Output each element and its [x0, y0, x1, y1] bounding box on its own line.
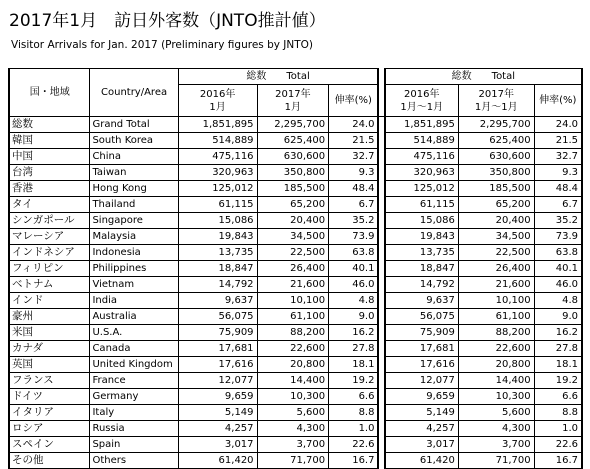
cell-country: Canada [90, 341, 178, 357]
cell-2016-month: 75,909 [178, 325, 257, 341]
cell-2016-month: 19,843 [178, 229, 257, 245]
cell-2017-month: 22,500 [257, 245, 329, 261]
cell-growth: 73.9 [329, 229, 379, 245]
cell-growth: 21.5 [329, 133, 379, 149]
cell-region-jp: 韓国 [9, 133, 90, 149]
header-total-cumulative: 総数 Total [385, 69, 582, 85]
cell-2017-cumulative: 14,400 [458, 373, 534, 389]
cell-2016-cumulative: 17,681 [385, 341, 459, 357]
cell-cumulative-growth: 6.6 [534, 389, 582, 405]
cell-growth: 27.8 [329, 341, 379, 357]
cell-2016-cumulative: 1,851,895 [385, 117, 459, 133]
cell-2017-month: 71,700 [257, 453, 329, 469]
cell-country: Australia [90, 309, 178, 325]
page-title: 2017年1月 訪日外客数（JNTO推計値） [9, 11, 326, 31]
header-2017-cumulative [458, 85, 534, 117]
cell-region-jp: シンガポール [9, 213, 90, 229]
header-region-jp: 国・地域 [9, 69, 90, 117]
cell-country: Vietnam [90, 277, 178, 293]
table-row [9, 197, 582, 213]
table-row [9, 341, 582, 357]
cell-country: Hong Kong [90, 181, 178, 197]
cell-2016-month: 17,616 [178, 357, 257, 373]
cell-growth: 40.1 [329, 261, 379, 277]
cell-country: Taiwan [90, 165, 178, 181]
cell-2016-month: 56,075 [178, 309, 257, 325]
table-row [9, 309, 582, 325]
cell-2016-month: 15,086 [178, 213, 257, 229]
table-row [9, 277, 582, 293]
cell-growth: 16.2 [329, 325, 379, 341]
cell-country: Others [90, 453, 178, 469]
cell-region-jp: インド [9, 293, 90, 309]
cell-2017-month: 625,400 [257, 133, 329, 149]
cell-2016-month: 9,637 [178, 293, 257, 309]
cell-2016-cumulative: 13,735 [385, 245, 459, 261]
cell-2016-cumulative: 75,909 [385, 325, 459, 341]
cell-2016-month: 514,889 [178, 133, 257, 149]
cell-2017-cumulative: 185,500 [458, 181, 534, 197]
cell-2016-cumulative: 14,792 [385, 277, 459, 293]
header-cumulative-growth: 伸率(%) [534, 85, 582, 117]
cell-2017-month: 630,600 [257, 149, 329, 165]
table-row [9, 133, 582, 149]
table-row [9, 389, 582, 405]
cell-growth: 63.8 [329, 245, 379, 261]
cell-2016-month: 4,257 [178, 421, 257, 437]
cell-growth: 32.7 [329, 149, 379, 165]
cell-2016-cumulative: 4,257 [385, 421, 459, 437]
cell-2017-cumulative: 34,500 [458, 229, 534, 245]
table-row [9, 165, 582, 181]
table-row [9, 405, 582, 421]
cell-2017-month: 22,600 [257, 341, 329, 357]
cell-country: South Korea [90, 133, 178, 149]
table-row [9, 149, 582, 165]
cell-2016-cumulative: 18,847 [385, 261, 459, 277]
cell-2016-cumulative: 15,086 [385, 213, 459, 229]
cell-2017-month: 14,400 [257, 373, 329, 389]
cell-2017-month: 20,400 [257, 213, 329, 229]
cell-2016-month: 14,792 [178, 277, 257, 293]
header-2017-month-year: 2017年 [275, 88, 311, 100]
header-2017-cumulative-year: 2017年 [478, 88, 514, 100]
cell-2016-cumulative: 5,149 [385, 405, 459, 421]
cell-region-jp: イタリア [9, 405, 90, 421]
cell-country: Italy [90, 405, 178, 421]
cell-region-jp: ロシア [9, 421, 90, 437]
cell-region-jp: マレーシア [9, 229, 90, 245]
cell-cumulative-growth: 27.8 [534, 341, 582, 357]
cell-country: Malaysia [90, 229, 178, 245]
cell-2016-cumulative: 56,075 [385, 309, 459, 325]
cell-2016-cumulative: 61,420 [385, 453, 459, 469]
cell-cumulative-growth: 32.7 [534, 149, 582, 165]
cell-2017-month: 26,400 [257, 261, 329, 277]
header-2017-cumulative-period: 1月～1月 [474, 101, 518, 113]
cell-2016-month: 13,735 [178, 245, 257, 261]
cell-region-jp: 中国 [9, 149, 90, 165]
cell-cumulative-growth: 46.0 [534, 277, 582, 293]
cell-2017-cumulative: 21,600 [458, 277, 534, 293]
header-2016-cumulative-year: 2016年 [404, 88, 440, 100]
cell-cumulative-growth: 24.0 [534, 117, 582, 133]
cell-region-jp: 英国 [9, 357, 90, 373]
cell-region-jp: インドネシア [9, 245, 90, 261]
cell-cumulative-growth: 22.6 [534, 437, 582, 453]
table-row [9, 261, 582, 277]
cell-2016-month: 61,420 [178, 453, 257, 469]
cell-region-jp: ドイツ [9, 389, 90, 405]
table-row [9, 293, 582, 309]
cell-cumulative-growth: 73.9 [534, 229, 582, 245]
cell-region-jp: 香港 [9, 181, 90, 197]
cell-2017-month: 10,100 [257, 293, 329, 309]
cell-cumulative-growth: 6.7 [534, 197, 582, 213]
table-row [9, 373, 582, 389]
cell-2017-month: 5,600 [257, 405, 329, 421]
cell-2017-month: 88,200 [257, 325, 329, 341]
cell-country: Russia [90, 421, 178, 437]
cell-country: Thailand [90, 197, 178, 213]
cell-2016-cumulative: 9,659 [385, 389, 459, 405]
cell-growth: 1.0 [329, 421, 379, 437]
cell-region-jp: ベトナム [9, 277, 90, 293]
cell-region-jp: カナダ [9, 341, 90, 357]
cell-growth: 22.6 [329, 437, 379, 453]
table-row [9, 421, 582, 437]
cell-2017-month: 65,200 [257, 197, 329, 213]
header-2016-month-period: 1月 [209, 101, 226, 113]
cell-2017-month: 21,600 [257, 277, 329, 293]
cell-country: Grand Total [90, 117, 178, 133]
cell-cumulative-growth: 40.1 [534, 261, 582, 277]
cell-2016-month: 320,963 [178, 165, 257, 181]
cell-growth: 4.8 [329, 293, 379, 309]
cell-cumulative-growth: 16.2 [534, 325, 582, 341]
cell-country: U.S.A. [90, 325, 178, 341]
cell-growth: 8.8 [329, 405, 379, 421]
cell-2017-cumulative: 5,600 [458, 405, 534, 421]
cell-cumulative-growth: 9.3 [534, 165, 582, 181]
table-row [9, 437, 582, 453]
cell-region-jp: 豪州 [9, 309, 90, 325]
cell-2016-month: 5,149 [178, 405, 257, 421]
cell-2017-month: 20,800 [257, 357, 329, 373]
header-2016-cumulative [385, 85, 459, 117]
table-row [9, 181, 582, 197]
cell-2016-cumulative: 19,843 [385, 229, 459, 245]
table-row [9, 213, 582, 229]
header-2017-month [257, 85, 329, 117]
cell-2017-cumulative: 22,600 [458, 341, 534, 357]
cell-cumulative-growth: 21.5 [534, 133, 582, 149]
cell-2017-cumulative: 4,300 [458, 421, 534, 437]
cell-2017-cumulative: 630,600 [458, 149, 534, 165]
header-2016-month-year: 2016年 [199, 88, 236, 100]
cell-growth: 18.1 [329, 357, 379, 373]
cell-growth: 46.0 [329, 277, 379, 293]
cell-country: Germany [90, 389, 178, 405]
cell-growth: 16.7 [329, 453, 379, 469]
table-row [9, 325, 582, 341]
page-subtitle: Visitor Arrivals for Jan. 2017 (Preliminary figures by JNTO) [11, 39, 314, 51]
cell-country: India [90, 293, 178, 309]
cell-2017-month: 2,295,700 [257, 117, 329, 133]
cell-cumulative-growth: 63.8 [534, 245, 582, 261]
cell-2017-month: 10,300 [257, 389, 329, 405]
cell-2017-cumulative: 88,200 [458, 325, 534, 341]
cell-region-jp: 米国 [9, 325, 90, 341]
cell-2016-month: 1,851,895 [178, 117, 257, 133]
table-row [9, 245, 582, 261]
cell-country: Indonesia [90, 245, 178, 261]
cell-2017-cumulative: 61,100 [458, 309, 534, 325]
cell-region-jp: 台湾 [9, 165, 90, 181]
cell-2016-month: 3,017 [178, 437, 257, 453]
cell-2017-cumulative: 65,200 [458, 197, 534, 213]
cell-region-jp: フィリピン [9, 261, 90, 277]
cell-growth: 9.3 [329, 165, 379, 181]
header-2016-month [178, 85, 257, 117]
cell-2016-cumulative: 17,616 [385, 357, 459, 373]
cell-country: Spain [90, 437, 178, 453]
cell-2016-month: 61,115 [178, 197, 257, 213]
visitor-arrivals-table [8, 68, 583, 469]
cell-2017-cumulative: 71,700 [458, 453, 534, 469]
cell-2017-cumulative: 625,400 [458, 133, 534, 149]
cell-2016-month: 12,077 [178, 373, 257, 389]
table-row [9, 357, 582, 373]
header-country: Country/Area [90, 69, 178, 117]
table-row [9, 229, 582, 245]
cell-2017-month: 61,100 [257, 309, 329, 325]
header-2016-cumulative-period: 1月～1月 [400, 101, 444, 113]
cell-region-jp: タイ [9, 197, 90, 213]
cell-country: Philippines [90, 261, 178, 277]
cell-2017-cumulative: 26,400 [458, 261, 534, 277]
cell-cumulative-growth: 19.2 [534, 373, 582, 389]
cell-2016-month: 17,681 [178, 341, 257, 357]
cell-growth: 48.4 [329, 181, 379, 197]
header-2017-month-period: 1月 [284, 101, 302, 113]
cell-country: Singapore [90, 213, 178, 229]
cell-2017-month: 4,300 [257, 421, 329, 437]
cell-country: United Kingdom [90, 357, 178, 373]
cell-cumulative-growth: 18.1 [534, 357, 582, 373]
cell-growth: 9.0 [329, 309, 379, 325]
cell-2016-month: 18,847 [178, 261, 257, 277]
cell-region-jp: 総数 [9, 117, 90, 133]
cell-growth: 6.7 [329, 197, 379, 213]
cell-cumulative-growth: 35.2 [534, 213, 582, 229]
cell-2016-cumulative: 320,963 [385, 165, 459, 181]
cell-2016-cumulative: 3,017 [385, 437, 459, 453]
cell-2017-cumulative: 350,800 [458, 165, 534, 181]
cell-2016-cumulative: 9,637 [385, 293, 459, 309]
cell-2017-cumulative: 10,100 [458, 293, 534, 309]
table-row [9, 453, 582, 469]
cell-cumulative-growth: 48.4 [534, 181, 582, 197]
cell-2016-month: 475,116 [178, 149, 257, 165]
cell-2016-cumulative: 61,115 [385, 197, 459, 213]
cell-region-jp: スペイン [9, 437, 90, 453]
cell-2016-cumulative: 514,889 [385, 133, 459, 149]
cell-2017-month: 3,700 [257, 437, 329, 453]
cell-2016-cumulative: 125,012 [385, 181, 459, 197]
cell-cumulative-growth: 4.8 [534, 293, 582, 309]
cell-2017-month: 34,500 [257, 229, 329, 245]
header-total-month: 総数 Total [178, 69, 378, 85]
cell-region-jp: その他 [9, 453, 90, 469]
header-growth: 伸率(%) [329, 85, 379, 117]
cell-2017-cumulative: 2,295,700 [458, 117, 534, 133]
cell-cumulative-growth: 9.0 [534, 309, 582, 325]
cell-2016-month: 125,012 [178, 181, 257, 197]
cell-country: China [90, 149, 178, 165]
cell-region-jp: フランス [9, 373, 90, 389]
cell-growth: 19.2 [329, 373, 379, 389]
cell-2017-cumulative: 20,800 [458, 357, 534, 373]
cell-cumulative-growth: 16.7 [534, 453, 582, 469]
cell-growth: 24.0 [329, 117, 379, 133]
cell-cumulative-growth: 1.0 [534, 421, 582, 437]
cell-2016-cumulative: 12,077 [385, 373, 459, 389]
cell-2017-cumulative: 20,400 [458, 213, 534, 229]
cell-2017-cumulative: 10,300 [458, 389, 534, 405]
cell-growth: 35.2 [329, 213, 379, 229]
cell-growth: 6.6 [329, 389, 379, 405]
cell-2016-month: 9,659 [178, 389, 257, 405]
cell-cumulative-growth: 8.8 [534, 405, 582, 421]
cell-2017-month: 350,800 [257, 165, 329, 181]
cell-2017-cumulative: 22,500 [458, 245, 534, 261]
cell-country: France [90, 373, 178, 389]
cell-2017-cumulative: 3,700 [458, 437, 534, 453]
table-row [9, 117, 582, 133]
cell-2017-month: 185,500 [257, 181, 329, 197]
cell-2016-cumulative: 475,116 [385, 149, 459, 165]
